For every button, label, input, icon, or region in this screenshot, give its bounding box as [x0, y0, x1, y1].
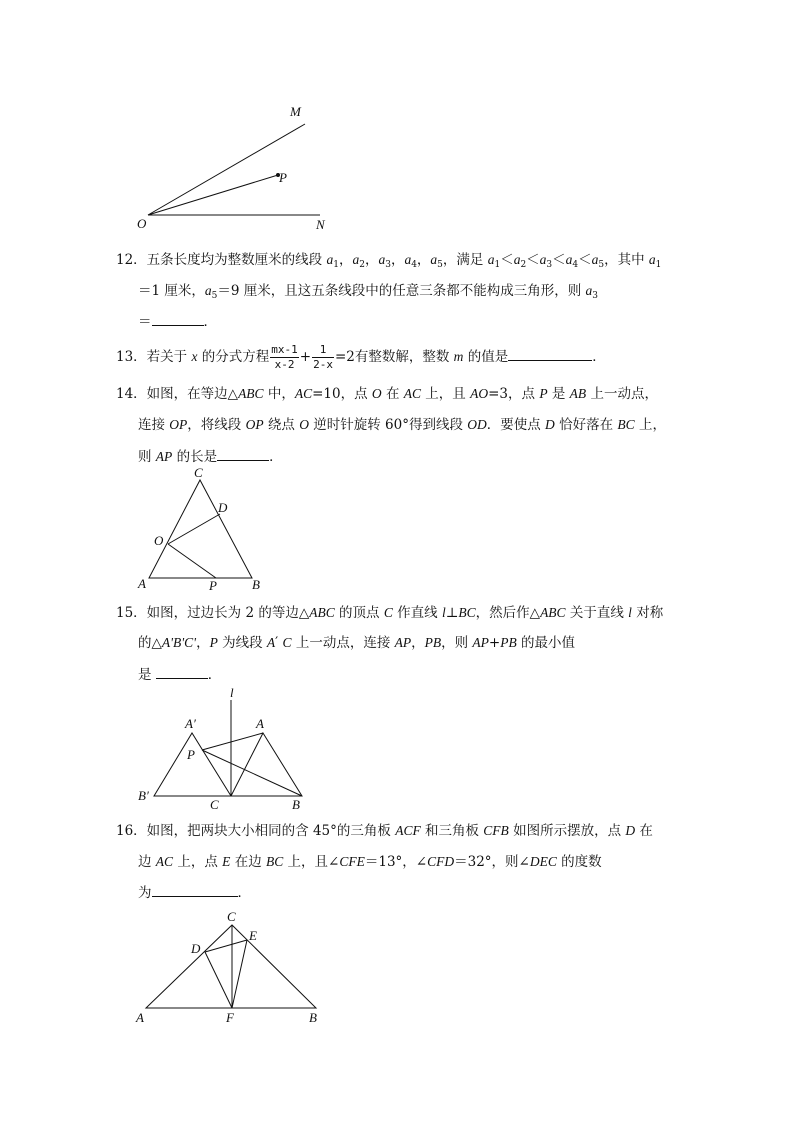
figure-equilateral-abc: [132, 466, 272, 596]
label-p: P: [209, 578, 217, 593]
q13-line: 13．若关于 x 的分式方程 $\frac{mx-1}{x-2}$ + $\frac{1}{2-x}$ =2有整数解，整数 m 的值是 ．: [116, 343, 606, 371]
label-d: D: [218, 500, 228, 515]
q14-line-1: 14．如图，在等边△ABC 中，AC=10，点 O 在 AC 上，且 AO=3，点 P 是 AB 上一动点，: [116, 386, 658, 402]
label-b: B: [292, 797, 300, 812]
triangle-abc: [231, 733, 302, 796]
label-m: M: [290, 104, 301, 119]
label-a: A: [138, 576, 146, 591]
label-o: O: [154, 533, 164, 548]
label-p: P: [187, 747, 195, 762]
q12-line-3: ＝ ．: [138, 311, 217, 332]
label-b-prime: B′: [138, 788, 149, 803]
segment-op: [148, 175, 278, 215]
triangle-acb: [146, 925, 316, 1008]
q12-line-2: ＝1 厘米，$a_5=9$ 厘米，且这五条线段中的任意三条都不能构成三角形，则 $a_3$: [138, 283, 599, 301]
q16-line-3: 为 ．: [138, 882, 251, 903]
label-b: B: [309, 1010, 317, 1025]
figure-angle-mon: [130, 98, 350, 238]
q15-line-2: 的△A'B'C'，P 为线段 A′ C 上一动点，连接 AP，PB，则 AP+PB 的最小值: [138, 635, 576, 651]
figure-symmetric-triangles: [132, 686, 312, 812]
label-o: O: [137, 216, 147, 231]
q14-line-2: 连接 OP，将线段 OP 绕点 O 逆时针旋转 60°得到线段 OD．要使点 D 恰好落在 BC 上，: [138, 417, 666, 433]
answer-blank: [152, 311, 204, 326]
answer-blank: [508, 346, 592, 361]
label-n: N: [316, 217, 325, 232]
label-c: C: [210, 797, 219, 812]
segment-de: [205, 940, 247, 952]
segment-df: [205, 952, 232, 1008]
fraction-1: $\frac{mx-1}{x-2}$: [271, 343, 298, 371]
q15-line-3: 是 ．: [138, 664, 221, 685]
label-a: A: [256, 716, 264, 731]
label-a: A: [136, 1010, 144, 1025]
segment-od: [168, 514, 220, 544]
label-b: B: [252, 577, 260, 592]
q15-line-1: 15．如图，过边长为 2 的等边△ABC 的顶点 C 作直线 l⊥BC，然后作△ABC 关于直线 l 对称: [116, 605, 664, 621]
figure-set-squares: [132, 906, 332, 1028]
label-d: D: [191, 941, 201, 956]
q16-line-2: 边 AC 上，点 E 在边 BC 上，且∠CFE＝13°，∠CFD＝32°，则∠DEC 的度数: [138, 854, 602, 870]
triangle-a1b1c: [154, 733, 231, 796]
q14-line-3: 则 AP 的长是 ．: [138, 446, 283, 467]
label-l: l: [230, 686, 234, 700]
segment-op: [168, 544, 216, 578]
label-a-prime: A′: [185, 716, 196, 731]
q12-line-1: 12．五条长度均为整数厘米的线段 $a_1$，$a_2$，$a_3$，$a_4$，$a_5$，满足 $a_1<a_2<a_3<a_4<a_5$，其中 $a_1$: [116, 252, 662, 270]
q16-line-1: 16．如图，把两块大小相同的含 45°的三角板 ACF 和三角板 CFB 如图所示摆放，点 D 在: [116, 823, 653, 839]
segment-pa: [202, 733, 263, 750]
label-e: E: [249, 928, 257, 943]
label-c: C: [194, 466, 203, 480]
answer-blank: [152, 882, 238, 897]
label-p: P: [279, 170, 287, 185]
triangle-abc: [149, 480, 252, 578]
answer-blank: [217, 446, 269, 461]
answer-blank: [156, 664, 208, 679]
label-c: C: [227, 909, 236, 924]
segment-ef: [232, 940, 247, 1008]
label-f: F: [226, 1010, 234, 1025]
fraction-2: $\frac{1}{2-x}$: [313, 343, 333, 371]
